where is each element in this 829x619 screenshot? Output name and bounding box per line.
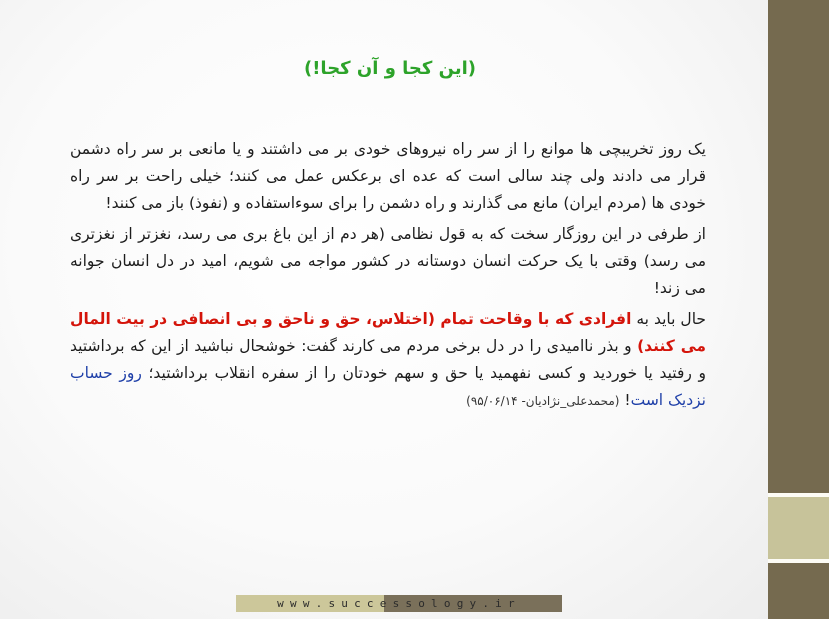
paragraph-2: از طرفی در این روزگار سخت که به قول نظامی (هر دم از این باغ بری می رسد، نغزتر از نغزتری می رسد) وقتی با یک حرکت انسان دوستانه در کشور مواجه می شویم، امید در دل انسان جوانه می زند! [70, 225, 706, 297]
paragraph-3 [70, 306, 706, 415]
paragraph-1: یک روز تخریبچی ها موانع را از سر راه نیروهای خودی بر می داشتند و یا مانعی بر سر راه دشمن قرار می دادند ولی چند سالی است که عده ای برعکس عمل می کنند؛ خیلی راحت بر سر راه خودی ها (مردم ایران) مانع می گذارند و راه دشمن را برای سوءاستفاده و (نفوذ) باز می کنند! [70, 140, 706, 212]
author-signature: (محمدعلی_نژادیان- ۹۵/۰۶/۱۴) [466, 394, 620, 408]
side-divider-bottom [768, 559, 829, 563]
slide-title: (این کجا و آن کجا!) [304, 58, 476, 79]
slide-body [70, 136, 706, 419]
website-url: www.successology.ir [277, 597, 521, 610]
paragraph-3-exclaim: ! [619, 391, 631, 409]
paragraph-3-highlight: روز حساب نزدیک است [70, 364, 706, 409]
side-accent-block [768, 497, 829, 559]
paragraph-3-intro: حال باید به [631, 310, 706, 328]
footer-banner [236, 595, 562, 612]
paragraph-3-emphasis: افرادی که با وقاحت تمام (اختلاس، حق و ناحق و بی انصافی در بیت المال می کنند) [70, 310, 706, 355]
paragraph-3-body: و بذر ناامیدی را در دل برخی مردم می کارند گفت: خوشحال نباشید از این که برداشتید و رفتید یا خوردید و کسی نفهمید یا حق و سهم خودتان را از سفره انقلاب برداشتید؛ [70, 337, 707, 382]
